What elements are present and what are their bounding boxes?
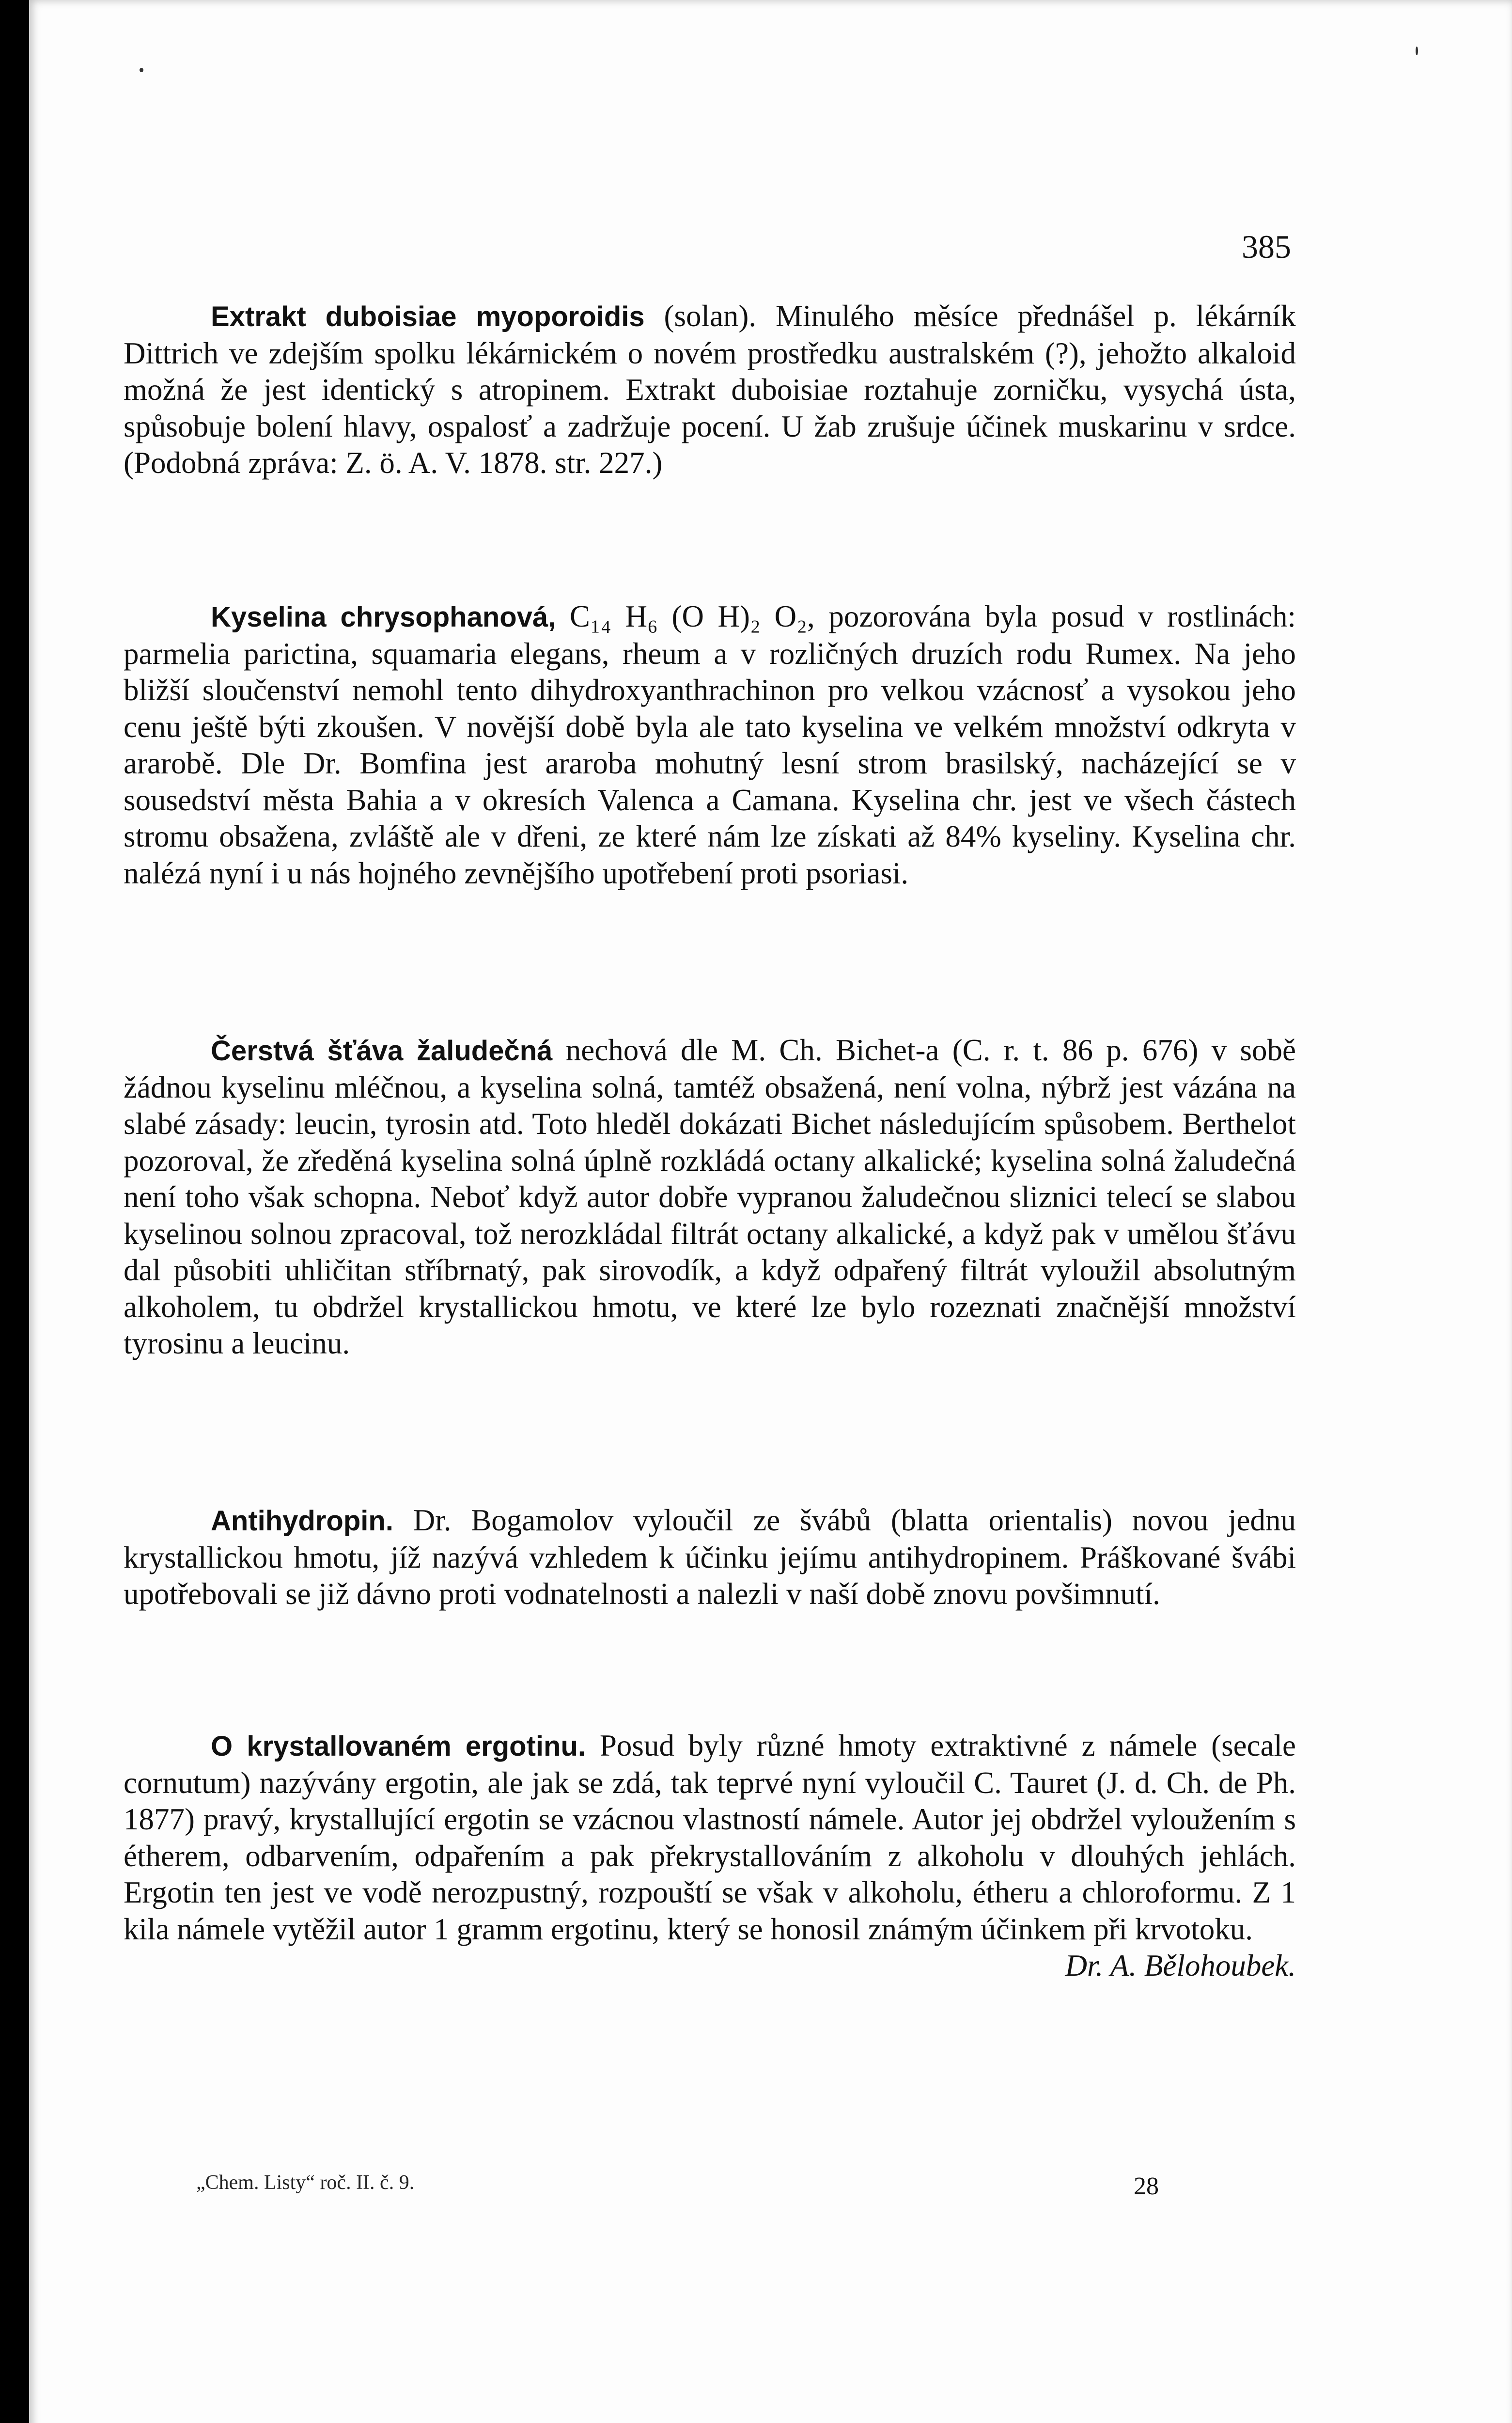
paragraph: [124, 598, 1296, 892]
section-body: Dr. Bogamolov vyloučil ze švábů (blatta orientalis) novou jednu krystallickou hmotu, jíž nazývá vzhledem k účinku jejímu antihydropinem. Práškované švábi upotřebovali se již dávno proti vodnatelnosti a nalezli v naší době znovu povšimnutí.: [124, 1503, 1296, 1611]
section-body: nechová dle M. Ch. Bichet-a (C. r. t. 86 p. 676) v sobě žádnou kyselinu mléčnou, a kyselina solná, tamtéž obsažená, není volna, nýbrž jest vázána na slabé zásady: leucin, tyrosin atd. Toto hleděl dokázati Bichet následujícím spůsobem. Berthelot pozoroval, že zředěná kyselina solná úplně rozkládá octany alkalické; kyselina solná žaludečná není toho však schopna. Neboť když autor dobře vypranou žaludečnou sliznici telecí se slabou kyselinou solnou zpracoval, tož nerozkládal filtrát octany alkalické, a když pak v umělou šťávu dal působiti uhličitan stříbrnatý, pak sirovodík, a když odpařený filtrát vyloužil absolutným alkoholem, tu obdržel krystallickou hmotu, ve které lze bylo rozeznati značnější množství tyrosinu a leucinu.: [124, 1033, 1296, 1360]
sheet-number: 28: [1134, 2172, 1159, 2200]
author-signature: Dr. A. Bělohoubek.: [1065, 1949, 1296, 1982]
paper-speck: [140, 68, 143, 72]
section-heading: Kyselina chrysophanová,: [211, 601, 556, 633]
section-antihydropin: [124, 1502, 1296, 1613]
journal-footer: „Chem. Listy“ roč. II. č. 9.: [196, 2171, 415, 2194]
section-heading: Extrakt duboisiae myoporoidis: [211, 301, 645, 332]
section-body: C₁₄ H₆ (O H)₂ O₂, pozorována byla posud v rostlinách: parmelia parictina, squamaria elegans, rheum a v rozličných druzích rodu Rumex. Na jeho bližší sloučenství nemohl tento dihydroxyanthrachinon pro velkou vzácnosť a vysokou jeho cenu ještě býti zkoušen. V novější době byla ale tato kyselina ve velkém množství odkryta v ararobě. Dle Dr. Bomfina jest araroba mohutný lesní strom brasilský, nacházející se v sousedství města Bahia a v okresích Valenca a Camana. Kyselina chr. jest ve všech částech stromu obsažena, zvláště ale v dřeni, ze které nám lze získati až 84% kyseliny. Kyselina chr. nalézá nyní i u nás hojného zevnějšího upotřebení proti psoriasi.: [124, 599, 1296, 890]
section-heading: Čerstvá šťáva žaludečná: [211, 1035, 553, 1067]
section-extrakt-duboisiae: [124, 298, 1296, 482]
paragraph: [124, 1032, 1296, 1362]
document-page: [29, 0, 1512, 2423]
section-heading: Antihydropin.: [211, 1505, 393, 1537]
page-number: 385: [1242, 228, 1291, 265]
section-heading: O krystallovaném ergotinu.: [211, 1731, 586, 1762]
paragraph: [124, 1502, 1296, 1613]
paper-speck: [1416, 47, 1418, 55]
section-body: (solan). Minulého měsíce přednášel p. lékárník Dittrich ve zdejším spolku lékárnickém o novém prostředku australském (?), jehožto alkaloid možná že jest identický s atropinem. Extrakt duboisiae roztahuje zorničku, vysychá ústa, spůsobuje bolení hlavy, ospalosť a zadržuje pocení. U žab zrušuje účinek muskarinu v srdce. (Podobná zpráva: Z. ö. A. V. 1878. str. 227.): [124, 299, 1296, 480]
section-kyselina-chrysophanova: [124, 598, 1296, 892]
section-body: Posud byly různé hmoty extraktivné z námele (secale cornutum) nazývány ergotin, ale jak se zdá, tak teprvé nyní vyloučil C. Tauret (J. d. Ch. de Ph. 1877) pravý, krystallující ergotin se vzácnou vlastností námele. Autor jej obdržel vyloužením s étherem, odbarvením, odpařením a pak překrystallováním z alkoholu v dlouhých jehlách. Ergotin ten jest ve vodě nerozpustný, rozpouští se však v alkoholu, étheru a chloroformu. Z 1 kila námele vytěžil autor 1 gramm ergotinu, který se honosil známým účinkem při krvotoku.: [124, 1729, 1296, 1946]
paragraph: [124, 298, 1296, 482]
section-krystallovany-ergotin: [124, 1728, 1296, 1984]
section-cerstva-stava: [124, 1032, 1296, 1362]
paragraph: [124, 1728, 1296, 1982]
